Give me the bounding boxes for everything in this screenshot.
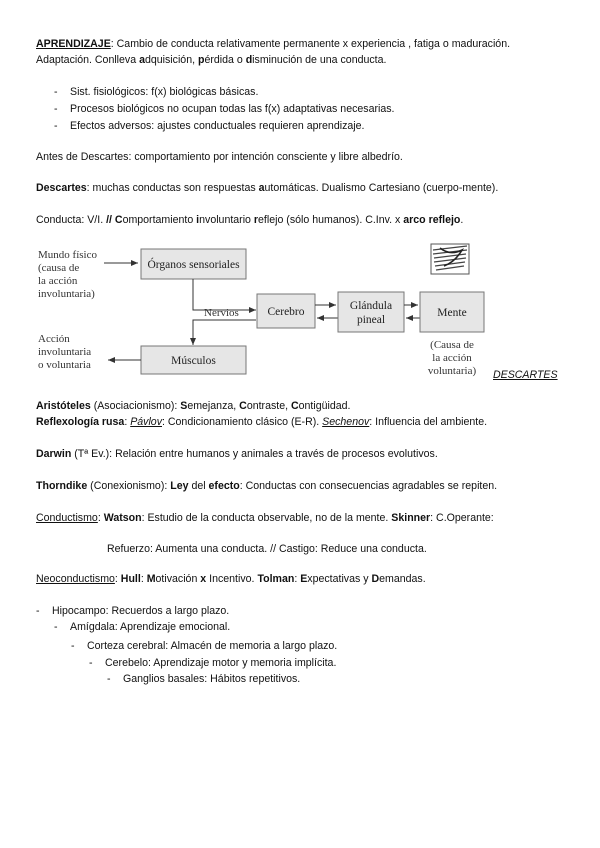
- text: arco reflejo: [403, 214, 461, 226]
- text: E: [300, 573, 308, 585]
- engraving-illustration: [431, 244, 469, 274]
- arrow-cerebro-musculos: [193, 320, 256, 345]
- definition-text: : Cambio de conducta relativamente permanente x experiencia , fatiga o maduración.: [110, 38, 511, 50]
- list-item-text: Hipocampo: Recuerdos a largo plazo.: [52, 605, 230, 617]
- accion-label-2: involuntaria: [38, 346, 92, 358]
- list-item-text: Sist. fisiológicos: f(x) biológicas básicas.: [70, 86, 259, 98]
- text: Adaptación. Conlleva: [36, 54, 140, 66]
- text: i: [196, 214, 200, 226]
- text: Incentivo.: [206, 573, 258, 585]
- refuerzo-line: Refuerzo: Aumenta una conducta. // Castigo: Reduce una conducta.: [107, 543, 427, 555]
- text: C: [290, 400, 299, 412]
- text: : C.Operante:: [430, 512, 494, 524]
- darwin-line: [36, 446, 438, 462]
- term-aprendizaje: APRENDIZAJE: [36, 38, 111, 50]
- text: :: [124, 416, 131, 428]
- text: :: [294, 573, 301, 585]
- text: isminución de una conducta.: [252, 54, 387, 66]
- text: Skinner: [391, 512, 431, 524]
- reflexologia-line: [36, 414, 487, 430]
- text: p: [197, 54, 205, 66]
- list-item-text: Efectos adversos: ajustes conductuales requieren aprendizaje.: [70, 120, 365, 132]
- text: Hull: [120, 573, 141, 585]
- text: M: [146, 573, 156, 585]
- text: .: [460, 214, 464, 226]
- aristoteles-line: [36, 398, 350, 414]
- list-item-text: Corteza cerebral: Almacén de memoria a largo plazo.: [87, 640, 338, 652]
- text: ontraste,: [246, 400, 291, 412]
- text: d: [245, 54, 253, 66]
- text: emejanza,: [187, 400, 240, 412]
- conducta-line: [36, 212, 463, 228]
- text: S: [180, 400, 188, 412]
- mundo-label-2: (causa de: [38, 262, 80, 274]
- text: Pávlov: [130, 416, 162, 428]
- text: emandas.: [379, 573, 426, 585]
- mundo-label-4: involuntaria): [38, 288, 95, 300]
- diagram-caption: DESCARTES: [493, 369, 558, 381]
- text: C: [239, 400, 247, 412]
- list-item-text: Ganglios basales: Hábitos repetitivos.: [123, 673, 301, 685]
- text: Descartes: [36, 182, 87, 194]
- text: efecto: [208, 480, 240, 492]
- text: dquisición,: [144, 54, 198, 66]
- glandula-label-1: Glándula: [349, 300, 393, 312]
- list-item-text: Amígdala: Aprendizaje emocional.: [70, 621, 231, 633]
- list-item-text: Procesos biológicos no ocupan todas las f(x) adaptativas necesarias.: [70, 103, 395, 115]
- glandula-label-2: pineal: [356, 314, 386, 326]
- list-item: - Ganglios basales: Hábitos repetitivos.: [107, 673, 301, 685]
- text: D: [371, 573, 380, 585]
- text: : Condicionamiento clásico (E-R).: [162, 416, 323, 428]
- text: a: [258, 182, 265, 194]
- text: Neoconductismo: [36, 573, 115, 585]
- accion-label-1: Acción: [38, 333, 70, 345]
- text: Conductismo: [36, 512, 98, 524]
- list-item: - Procesos biológicos no ocupan todas las f(x) adaptativas necesarias.: [54, 103, 395, 115]
- text: xpectativas y: [307, 573, 372, 585]
- list-item-text: Cerebelo: Aprendizaje motor y memoria implícita.: [105, 657, 337, 669]
- list-item: - Cerebelo: Aprendizaje motor y memoria implícita.: [89, 657, 337, 669]
- text: Reflexología rusa: [36, 416, 125, 428]
- causa-label-2: la acción: [432, 352, 472, 364]
- text: del: [188, 480, 209, 492]
- intro-line-2: [36, 52, 386, 68]
- mundo-label-3: la acción: [38, 275, 78, 287]
- list-item: - Amígdala: Aprendizaje emocional.: [54, 621, 231, 633]
- text: : Conductas con consecuencias agradables se repiten.: [239, 480, 498, 492]
- thorndike-line: [36, 478, 497, 494]
- mundo-label-1: Mundo físico: [38, 249, 97, 261]
- nervios-label: Nervios: [204, 307, 239, 319]
- text: érdida o: [204, 54, 246, 66]
- descartes-line: [36, 180, 498, 196]
- causa-label-1: (Causa de: [430, 339, 474, 351]
- text: otivación: [155, 573, 201, 585]
- text: utomáticas. Dualismo Cartesiano (cuerpo-mente).: [264, 182, 499, 194]
- text: r: [253, 214, 259, 226]
- list-item: - Hipocampo: Recuerdos a largo plazo.: [36, 605, 230, 617]
- intro-line-1: [36, 36, 510, 52]
- before-descartes-line: Antes de Descartes: comportamiento por intención consciente y libre albedrío.: [36, 151, 403, 163]
- text: Aristóteles: [36, 400, 91, 412]
- text: omportamiento: [122, 214, 197, 226]
- neoconductismo-line: [36, 571, 426, 587]
- list-item: - Efectos adversos: ajustes conductuales requieren aprendizaje.: [54, 120, 365, 132]
- arrow-organos-cerebro: [193, 279, 256, 310]
- organos-label: Órganos sensoriales: [147, 259, 240, 271]
- text: eflejo (sólo humanos). C.Inv. x: [258, 214, 404, 226]
- text: :: [114, 573, 121, 585]
- text: :: [140, 573, 147, 585]
- text: :: [97, 512, 104, 524]
- text: // C: [106, 214, 123, 226]
- text: x: [200, 573, 207, 585]
- text: Ley: [170, 480, 189, 492]
- text: Sechenov: [322, 416, 370, 428]
- text: ontigüidad.: [298, 400, 351, 412]
- text: Darwin: [36, 448, 72, 460]
- text: Conducta: V/I.: [36, 214, 107, 226]
- conductismo-line: [36, 510, 494, 526]
- text: (Conexionismo):: [87, 480, 171, 492]
- glandula-box: [338, 292, 404, 332]
- text: (Asociacionismo):: [90, 400, 181, 412]
- causa-label-3: voluntaria): [427, 365, 477, 377]
- text: a: [139, 54, 145, 66]
- text: : Influencia del ambiente.: [369, 416, 488, 428]
- musculos-label: Músculos: [171, 355, 216, 367]
- text: nvoluntario: [199, 214, 254, 226]
- text: Watson: [103, 512, 142, 524]
- accion-label-3: o voluntaria: [38, 359, 91, 371]
- cerebro-label: Cerebro: [267, 306, 305, 318]
- text: (Tª Ev.): Relación entre humanos y animales a través de procesos evolutivos.: [71, 448, 438, 460]
- text: : Estudio de la conducta observable, no de la mente.: [141, 512, 392, 524]
- list-item: - Sist. fisiológicos: f(x) biológicas básicas.: [54, 86, 259, 98]
- text: Tolman: [257, 573, 295, 585]
- list-item: - Corteza cerebral: Almacén de memoria a largo plazo.: [71, 640, 338, 652]
- descartes-diagram: [0, 236, 600, 386]
- text: Thorndike: [36, 480, 88, 492]
- text: : muchas conductas son respuestas: [86, 182, 259, 194]
- mente-label: Mente: [437, 307, 467, 319]
